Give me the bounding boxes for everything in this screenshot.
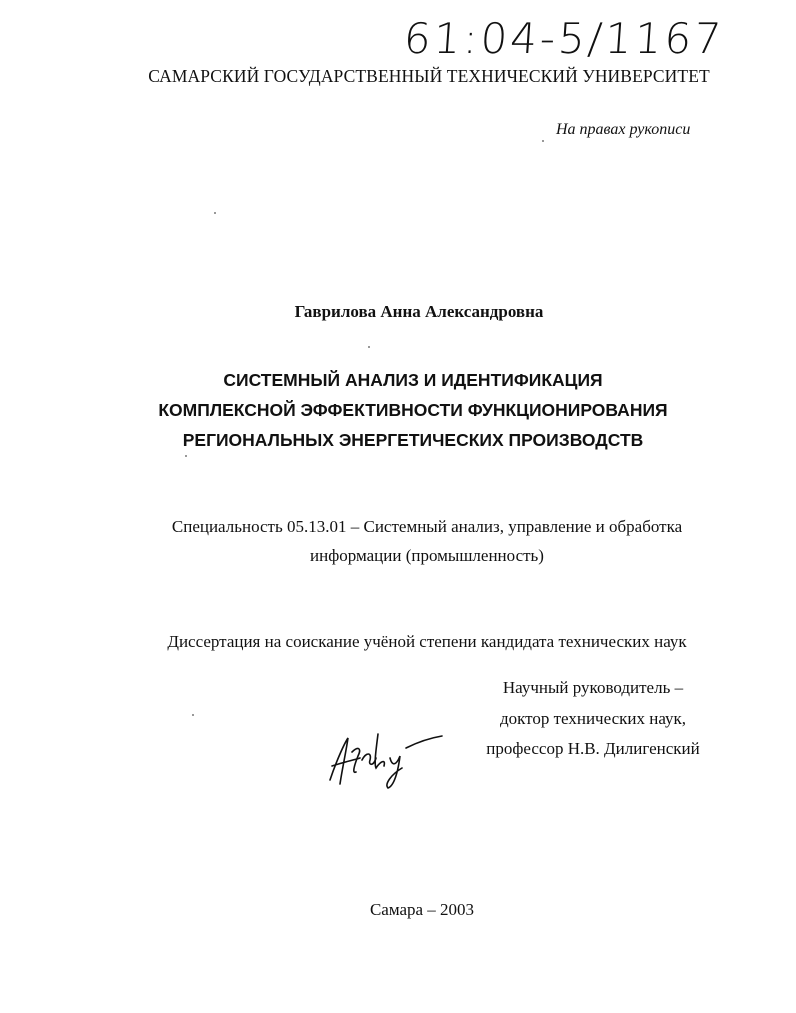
dissertation-title-line-3: РЕГИОНАЛЬНЫХ ЭНЕРГЕТИЧЕСКИХ ПРОИЗВОДСТВ (182, 430, 644, 450)
handwritten-archive-code: 61:04-5/1167 (402, 14, 726, 63)
supervisor-role: Научный руководитель – (502, 678, 684, 697)
author-name: Гаврилова Анна Александровна (294, 302, 544, 321)
specialty-line-2: информации (промышленность) (310, 546, 544, 565)
dissertation-title-line-1: СИСТЕМНЫЙ АНАЛИЗ И ИДЕНТИФИКАЦИЯ (223, 370, 603, 390)
scan-speck (185, 455, 187, 457)
specialty-line-1: Специальность 05.13.01 – Системный анализ, управление и обработка (171, 517, 683, 536)
scan-speck (192, 714, 194, 716)
handwritten-signature (322, 722, 447, 792)
degree-statement: Диссертация на соискание учёной степени кандидата технических наук (167, 632, 687, 651)
scan-speck (214, 212, 216, 214)
supervisor-degree: доктор технических наук, (499, 709, 687, 728)
city-year: Самара – 2003 (369, 900, 475, 919)
dissertation-title-line-2: КОМПЛЕКСНОЙ ЭФФЕКТИВНОСТИ ФУНКЦИОНИРОВАНИЯ (158, 400, 668, 420)
scan-speck (368, 346, 370, 348)
manuscript-rights-note: На правах рукописи (556, 121, 691, 138)
scan-speck (542, 140, 544, 142)
university-name: САМАРСКИЙ ГОСУДАРСТВЕННЫЙ ТЕХНИЧЕСКИЙ УНИВЕРСИТЕТ (148, 66, 710, 86)
supervisor-name: профессор Н.В. Дилигенский (486, 739, 700, 758)
